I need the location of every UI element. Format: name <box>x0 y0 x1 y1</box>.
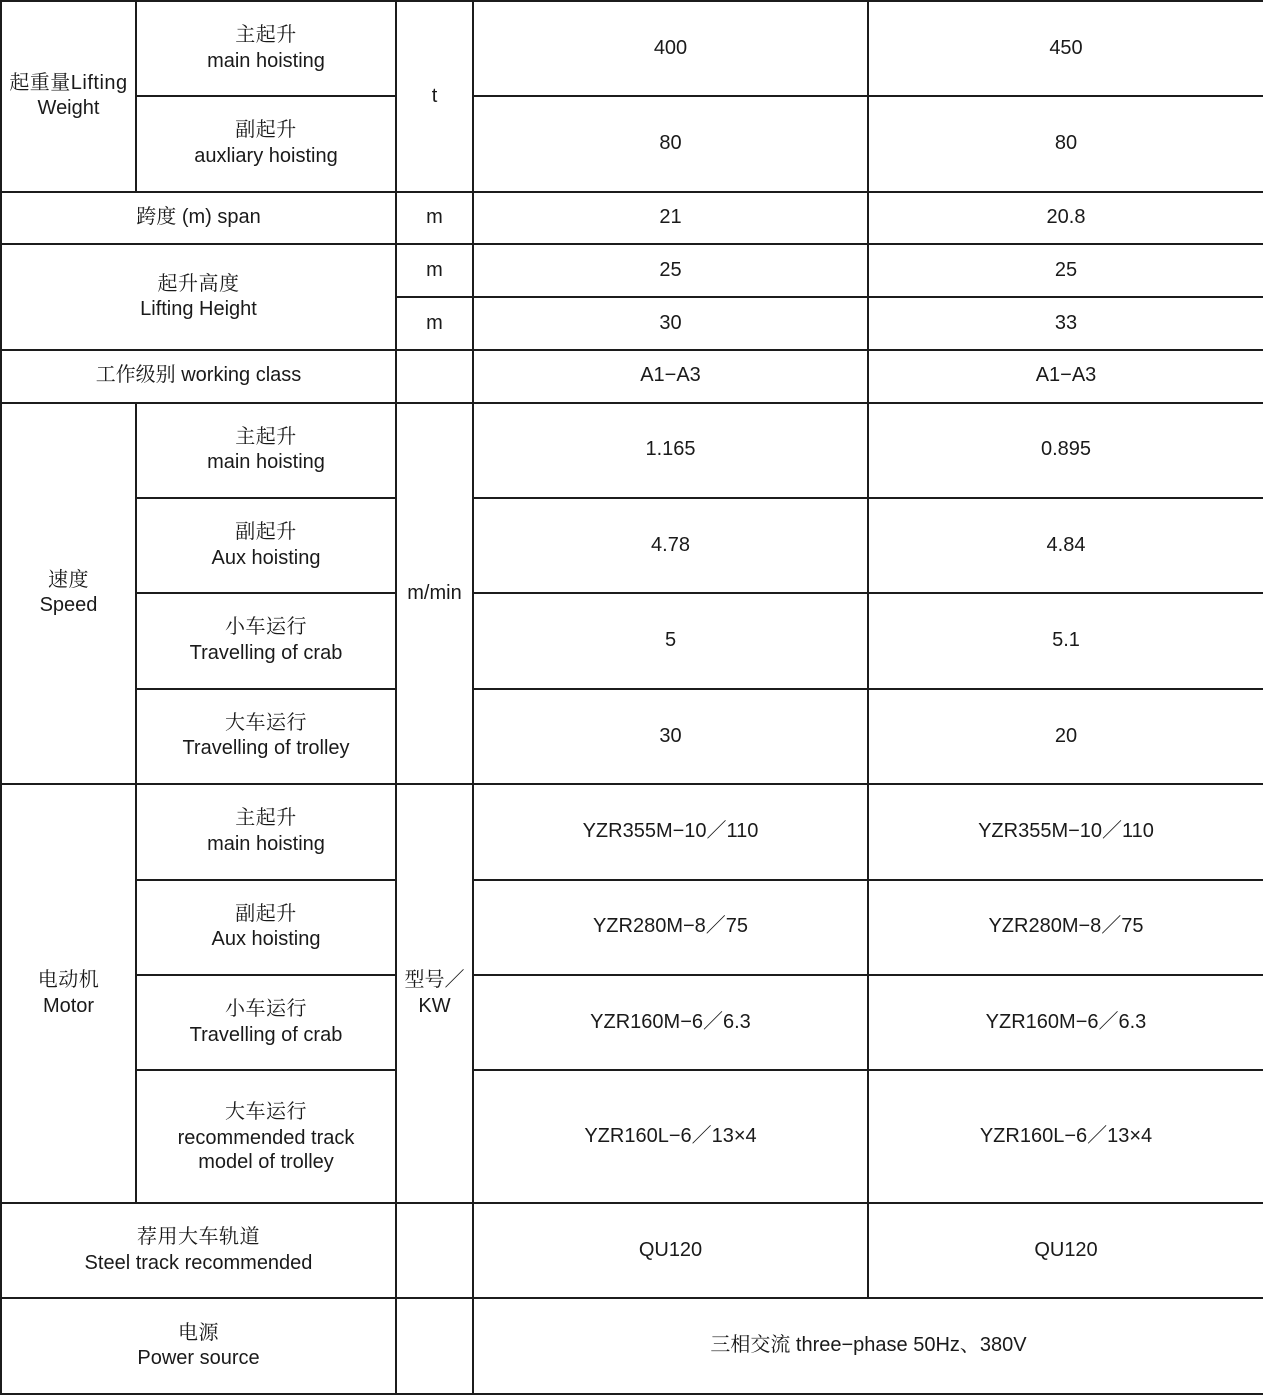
table-row <box>1 784 1263 879</box>
value-model1-motor-travelling-crab: YZR160M−6／6.3 <box>473 975 868 1070</box>
group-label-cn: 电动机 <box>37 969 100 992</box>
group-label-motor <box>1 784 136 1203</box>
param-name-speed-aux-hoisting <box>136 498 396 593</box>
value-model2-speed-aux-hoisting: 4.84 <box>868 498 1263 593</box>
group-label-lifting-weight <box>1 1 136 192</box>
group-label-cn: 起重量Lifting <box>9 71 128 94</box>
table-row <box>1 350 1263 403</box>
group-label-en: Motor <box>42 994 95 1017</box>
param-name-cn: 主起升 <box>235 24 297 47</box>
param-label-cn: 荐用大车轨道 <box>137 1226 260 1249</box>
param-name-cn: 副起升 <box>235 902 297 925</box>
param-name-cn: 副起升 <box>235 521 297 544</box>
param-name-en: Aux hoisting <box>211 546 321 569</box>
value-model1-motor-aux-hoisting: YZR280M−8／75 <box>473 880 868 975</box>
param-label-working-class: 工作级别 working class <box>1 350 396 403</box>
param-name-en: recommended track <box>177 1126 355 1149</box>
value-model2-motor-main-hoisting: YZR355M−10／110 <box>868 784 1263 879</box>
value-model2-working-class: A1−A3 <box>868 350 1263 403</box>
param-name-en: main hoisting <box>207 49 325 72</box>
value-model1-speed-aux-hoisting: 4.78 <box>473 498 868 593</box>
param-label-power-source <box>1 1298 396 1394</box>
value-power-source: 三相交流 three−phase 50Hz、380V <box>473 1298 1263 1394</box>
unit-speed: m/min <box>396 403 473 785</box>
param-name-en: Aux hoisting <box>211 928 321 951</box>
param-name-speed-travelling-trolley <box>136 689 396 784</box>
param-name-en-line2: model of trolley <box>198 1150 334 1173</box>
param-name-motor-travelling-trolley <box>136 1070 396 1203</box>
value-model2-aux-hoisting-weight: 80 <box>868 96 1263 191</box>
param-name-en: main hoisting <box>207 832 325 855</box>
value-model2-main-hoisting-weight: 450 <box>868 1 1263 96</box>
group-label-en: Weight <box>37 97 100 120</box>
param-name-motor-aux-hoisting <box>136 880 396 975</box>
param-name-main-hoisting-weight <box>136 1 396 96</box>
table-row <box>1 689 1263 784</box>
table-row <box>1 192 1263 245</box>
table-row <box>1 593 1263 688</box>
group-label-en: Speed <box>39 594 98 617</box>
value-model2-speed-travelling-crab: 5.1 <box>868 593 1263 688</box>
param-label-en: Power source <box>137 1347 260 1370</box>
group-label-lifting-height <box>1 244 396 349</box>
group-label-speed <box>1 403 136 785</box>
value-model1-steel-track: QU120 <box>473 1203 868 1298</box>
param-label-cn: 电源 <box>178 1321 219 1344</box>
param-name-cn: 主起升 <box>235 807 297 830</box>
group-label-en: Lifting Height <box>140 298 257 321</box>
table-row <box>1 1298 1263 1394</box>
value-model2-motor-aux-hoisting: YZR280M−8／75 <box>868 880 1263 975</box>
value-model1-working-class: A1−A3 <box>473 350 868 403</box>
table-row <box>1 403 1263 498</box>
unit-motor-cn: 型号／ <box>404 969 465 992</box>
param-name-cn: 小车运行 <box>225 998 307 1021</box>
param-name-en: Travelling of trolley <box>182 737 350 760</box>
value-model1-motor-main-hoisting: YZR355M−10／110 <box>473 784 868 879</box>
unit-lifting-height-aux: m <box>396 297 473 350</box>
group-label-cn: 起升高度 <box>157 272 240 295</box>
value-model2-lifting-height-aux: 33 <box>868 297 1263 350</box>
param-name-cn: 副起升 <box>235 119 297 142</box>
table-row <box>1 96 1263 191</box>
value-model1-span: 21 <box>473 192 868 245</box>
param-name-en: Travelling of crab <box>189 1023 343 1046</box>
param-name-aux-hoisting-weight <box>136 96 396 191</box>
value-model1-lifting-height-aux: 30 <box>473 297 868 350</box>
value-model1-motor-travelling-trolley: YZR160L−6／13×4 <box>473 1070 868 1203</box>
param-name-motor-travelling-crab <box>136 975 396 1070</box>
value-model2-lifting-height-main: 25 <box>868 244 1263 297</box>
table-row <box>1 975 1263 1070</box>
unit-span: m <box>396 192 473 245</box>
table-row <box>1 1070 1263 1203</box>
param-label-en: Steel track recommended <box>84 1251 313 1274</box>
table-row <box>1 498 1263 593</box>
value-model1-aux-hoisting-weight: 80 <box>473 96 868 191</box>
unit-lifting-height-main: m <box>396 244 473 297</box>
value-model2-steel-track: QU120 <box>868 1203 1263 1298</box>
value-model2-speed-main-hoisting: 0.895 <box>868 403 1263 498</box>
value-model2-speed-travelling-trolley: 20 <box>868 689 1263 784</box>
unit-motor-model-kw <box>396 784 473 1203</box>
unit-lifting-weight: t <box>396 1 473 192</box>
value-model2-motor-travelling-trolley: YZR160L−6／13×4 <box>868 1070 1263 1203</box>
value-model2-span: 20.8 <box>868 192 1263 245</box>
param-label-steel-track <box>1 1203 396 1298</box>
unit-working-class <box>396 350 473 403</box>
value-model1-main-hoisting-weight: 400 <box>473 1 868 96</box>
param-name-speed-main-hoisting <box>136 403 396 498</box>
table-row <box>1 1203 1263 1298</box>
param-name-en: Travelling of crab <box>189 642 343 665</box>
unit-motor-kw: KW <box>418 994 451 1017</box>
param-name-motor-main-hoisting <box>136 784 396 879</box>
param-name-cn: 大车运行 <box>225 711 307 734</box>
table-row <box>1 244 1263 297</box>
param-name-speed-travelling-crab <box>136 593 396 688</box>
value-model1-speed-travelling-trolley: 30 <box>473 689 868 784</box>
table-row <box>1 880 1263 975</box>
param-name-cn: 大车运行 <box>225 1100 307 1123</box>
table-row <box>1 1 1263 96</box>
param-name-en: main hoisting <box>207 451 325 474</box>
param-label-span: 跨度 (m) span <box>1 192 396 245</box>
value-model1-speed-travelling-crab: 5 <box>473 593 868 688</box>
unit-steel-track <box>396 1203 473 1298</box>
unit-power-source <box>396 1298 473 1394</box>
param-name-cn: 小车运行 <box>225 616 307 639</box>
group-label-cn: 速度 <box>48 568 89 591</box>
value-model1-speed-main-hoisting: 1.165 <box>473 403 868 498</box>
param-name-cn: 主起升 <box>235 425 297 448</box>
value-model2-motor-travelling-crab: YZR160M−6／6.3 <box>868 975 1263 1070</box>
value-model1-lifting-height-main: 25 <box>473 244 868 297</box>
param-name-en: auxliary hoisting <box>194 145 338 168</box>
